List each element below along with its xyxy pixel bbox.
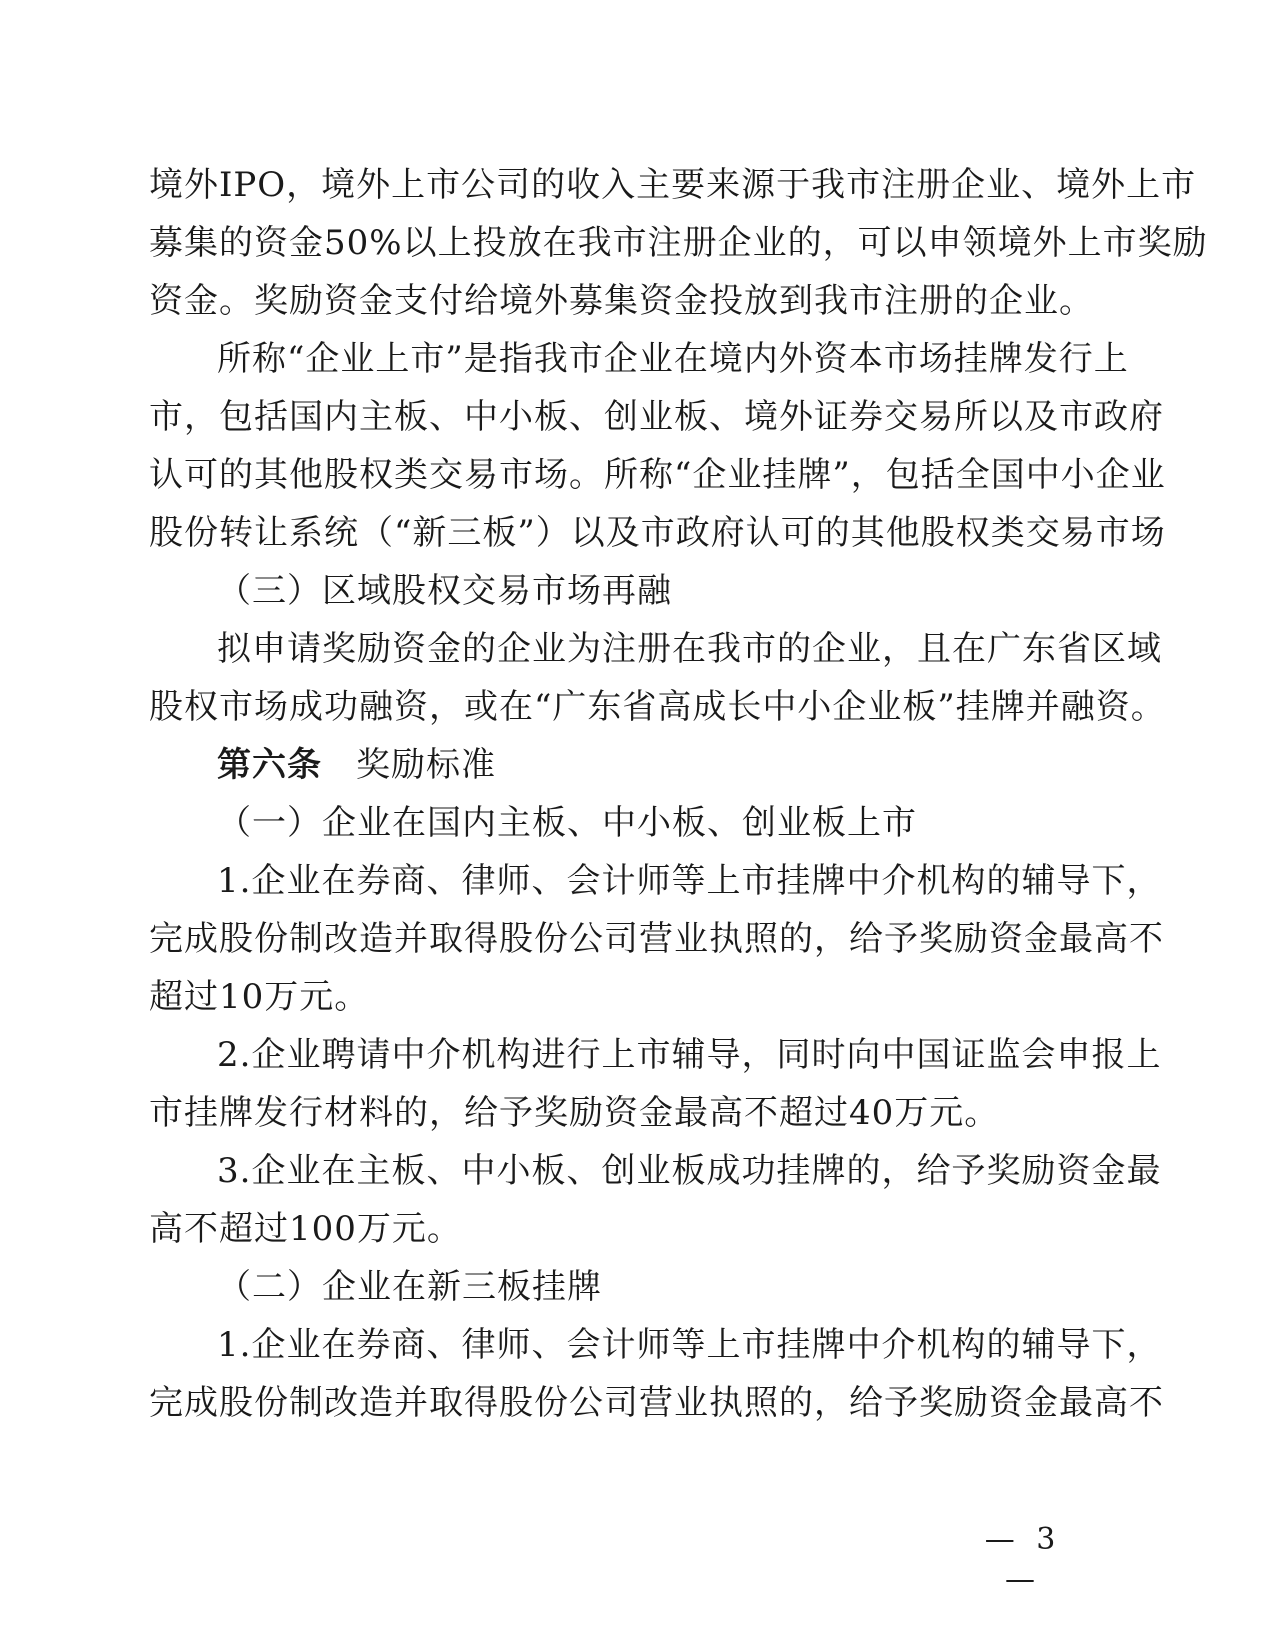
section-heading: （三）区域股权交易市场再融 xyxy=(217,571,672,611)
paragraph-line: 完成股份制改造并取得股份公司营业执照的，给予奖励资金最高不 xyxy=(149,1383,1164,1423)
paragraph-line: 境外IPO，境外上市公司的收入主要来源于我市注册企业、境外上市 xyxy=(149,165,1197,205)
paragraph-line: 募集的资金50%以上投放在我市注册企业的，可以申领境外上市奖励 xyxy=(149,223,1208,263)
paragraph-line: 市挂牌发行材料的，给予奖励资金最高不超过40万元。 xyxy=(149,1093,1000,1133)
article-number: 第六条 xyxy=(217,745,322,785)
paragraph-line: 拟申请奖励资金的企业为注册在我市的企业，且在广东省区域 xyxy=(217,629,1162,669)
document-body xyxy=(149,156,1208,1432)
paragraph-line: 高不超过100万元。 xyxy=(149,1209,462,1249)
article-heading xyxy=(149,736,1119,794)
paragraph-line: 股权市场成功融资，或在“广东省高成长中小企业板”挂牌并融资。 xyxy=(149,687,1166,727)
paragraph-line: 1.企业在券商、律师、会计师等上市挂牌中介机构的辅导下， xyxy=(217,1325,1162,1365)
paragraph-line: 认可的其他股权类交易市场。所称“企业挂牌”，包括全国中小企业 xyxy=(149,455,1166,495)
page-number: — 3 — xyxy=(984,1522,1062,1597)
section-heading: （一）企业在国内主板、中小板、创业板上市 xyxy=(217,803,917,843)
paragraph-line: 2.企业聘请中介机构进行上市辅导，同时向中国证监会申报上 xyxy=(217,1035,1162,1075)
paragraph-line: 1.企业在券商、律师、会计师等上市挂牌中介机构的辅导下， xyxy=(217,861,1162,901)
paragraph-line: 资金。奖励资金支付给境外募集资金投放到我市注册的企业。 xyxy=(149,281,1094,321)
paragraph-line: 超过10万元。 xyxy=(149,977,370,1017)
paragraph-line: 所称“企业上市”是指我市企业在境内外资本市场挂牌发行上 xyxy=(217,339,1129,379)
paragraph-line: 市，包括国内主板、中小板、创业板、境外证券交易所以及市政府 xyxy=(149,397,1164,437)
section-heading: （二）企业在新三板挂牌 xyxy=(217,1267,602,1307)
paragraph-line: 股份转让系统（“新三板”）以及市政府认可的其他股权类交易市场 xyxy=(149,513,1166,553)
article-title: 奖励标准 xyxy=(356,745,496,785)
paragraph-line: 3.企业在主板、中小板、创业板成功挂牌的，给予奖励资金最 xyxy=(217,1151,1162,1191)
paragraph-line: 完成股份制改造并取得股份公司营业执照的，给予奖励资金最高不 xyxy=(149,919,1164,959)
